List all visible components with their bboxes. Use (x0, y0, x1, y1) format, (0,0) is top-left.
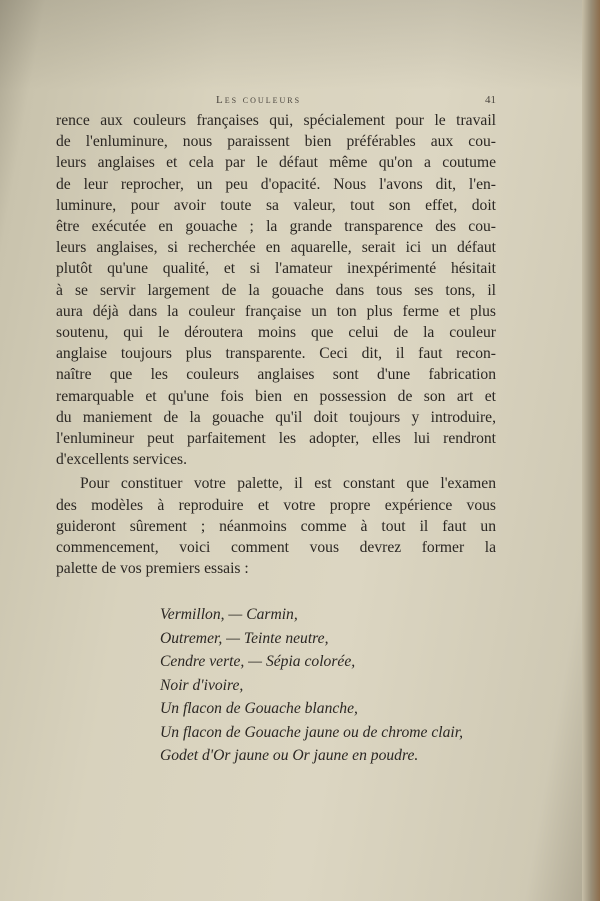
page-content (56, 88, 496, 768)
page-number: 41 (485, 94, 496, 106)
palette-list-item: Noir d'ivoire, (160, 676, 244, 694)
paragraph-1 (56, 110, 496, 470)
text-line: d'excellents services. (56, 451, 187, 469)
text-line: leurs anglaises, si recherchée en aquarelle, serait ici un défaut (56, 239, 496, 257)
text-line: plutôt qu'une qualité, et si l'amateur inexpérimenté hésitait (56, 260, 496, 278)
text-line: palette de vos premiers essais : (56, 560, 249, 578)
running-head (56, 88, 496, 110)
body-text (56, 110, 496, 579)
text-line: soutenu, qui le déroutera moins que celui de la couleur (56, 324, 496, 342)
top-shadow (0, 0, 600, 90)
palette-list (56, 603, 496, 768)
text-line: aura déjà dans la couleur française un ton plus ferme et plus (56, 302, 496, 320)
text-line: l'enlumineur peut parfaitement les adopter, elles lui rendront (56, 430, 496, 448)
palette-list-item: Outremer, — Teinte neutre, (160, 629, 329, 647)
page-edge (582, 0, 600, 901)
text-line: remarquable et qu'une fois bien en possession de son art et (56, 387, 496, 405)
palette-list-item: Godet d'Or jaune ou Or jaune en poudre. (160, 747, 419, 765)
palette-list-item: Cendre verte, — Sépia colorée, (160, 653, 356, 671)
palette-list-item: Vermillon, — Carmin, (160, 606, 298, 624)
text-line: Pour constituer votre palette, il est constant que l'examen (80, 475, 496, 493)
paragraph-2 (56, 473, 496, 579)
text-line: commencement, voici comment vous devrez former la (56, 539, 496, 557)
text-line: leurs anglaises et cela par le défaut même qu'on a coutume (56, 154, 496, 172)
text-line: anglaise toujours plus transparente. Ceci dit, il faut recon- (56, 345, 496, 363)
text-line: à se servir largement de la gouache dans tous ses tons, il (56, 281, 496, 299)
text-line: du maniement de la gouache qu'il doit toujours y introduire, (56, 408, 496, 426)
text-line: guideront sûrement ; néanmoins comme à tout il faut un (56, 517, 496, 535)
palette-list-item: Un flacon de Gouache jaune ou de chrome clair, (160, 723, 463, 741)
text-line: de l'enluminure, nous paraissent bien préférables aux cou- (56, 133, 496, 151)
text-line: naître que les couleurs anglaises sont d'une fabrication (56, 366, 496, 384)
text-line: rence aux couleurs françaises qui, spécialement pour le travail (56, 112, 496, 129)
palette-list-item: Un flacon de Gouache blanche, (160, 700, 358, 718)
text-line: des modèles à reproduire et votre propre expérience vous (56, 496, 496, 514)
text-line: de leur reprocher, un peu d'opacité. Nous l'avons dit, l'en- (56, 175, 496, 193)
running-title: Les couleurs (216, 94, 302, 106)
text-line: luminure, pour avoir toute sa valeur, tout son effet, doit (56, 196, 496, 214)
text-line: être exécutée en gouache ; la grande transparence des cou- (56, 218, 496, 236)
